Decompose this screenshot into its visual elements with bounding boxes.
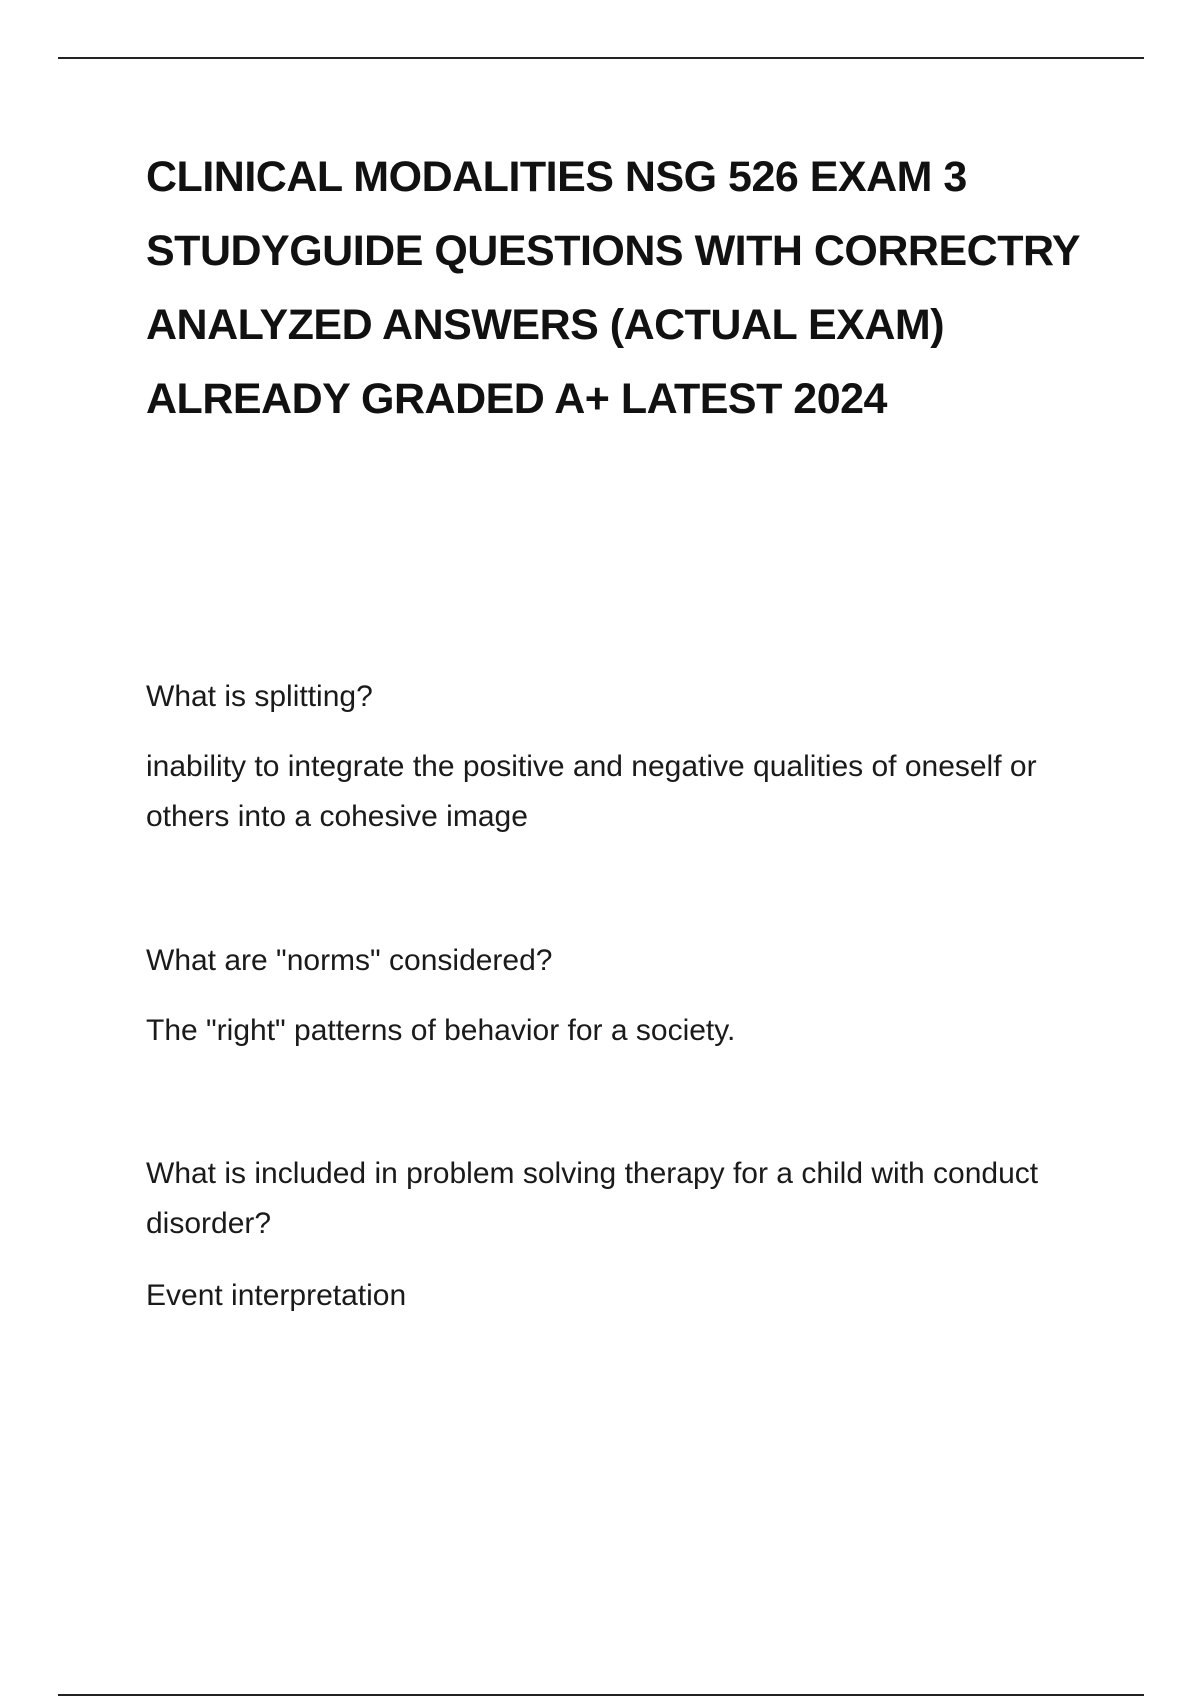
answer-3: Event interpretation — [146, 1279, 407, 1312]
answer-1: inability to integrate the positive and negative qualities of oneself or others into a cohesive image — [146, 750, 1037, 833]
question-2: What are "norms" considered? — [146, 944, 553, 977]
answer-2: The "right" patterns of behavior for a society. — [146, 1014, 736, 1047]
document-title: CLINICAL MODALITIES NSG 526 EXAM 3 STUDYGUIDE QUESTIONS WITH CORRECTRY ANALYZED ANSWERS (ACTUAL EXAM) ALREADY GRADED A+ LATEST 2024 — [146, 153, 1080, 423]
question-3: What is included in problem solving therapy for a child with conduct disorder? — [146, 1157, 1039, 1240]
top-divider — [58, 57, 1144, 59]
bottom-divider — [58, 1694, 1144, 1696]
question-1: What is splitting? — [146, 680, 373, 713]
